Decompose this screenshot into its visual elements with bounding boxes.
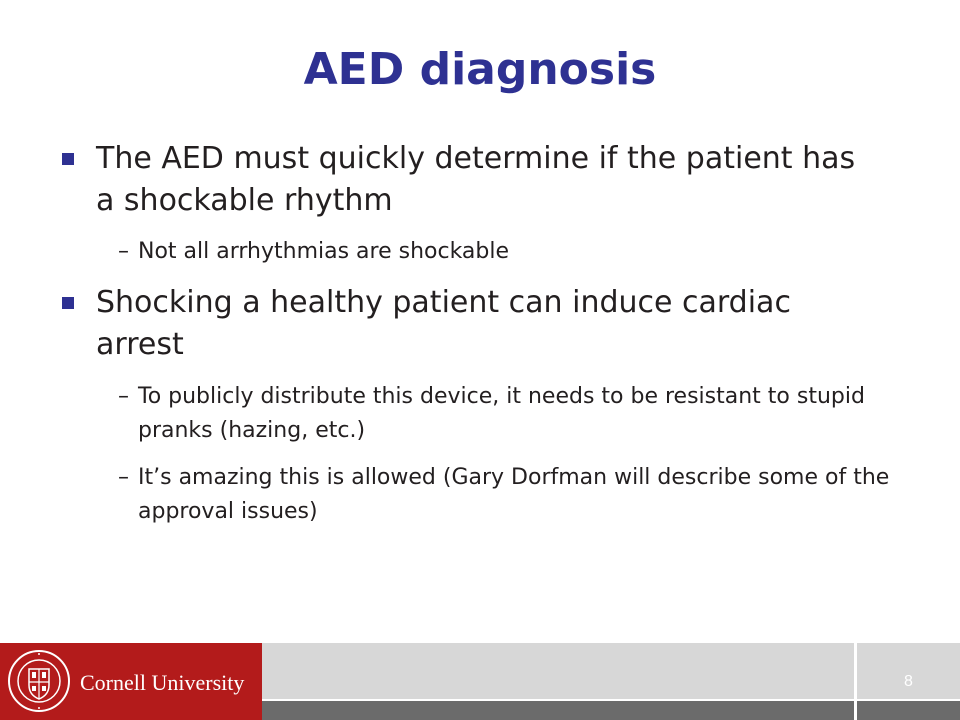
cornell-logo [0,643,262,720]
dash-marker: – [118,239,129,264]
footer [0,643,960,720]
sub-bullet-1-text: Not all arrhythmias are shockable [138,239,510,264]
sub-bullet-3-text: It’s amazing this is allowed (Gary Dorfman will describe some of the approval issues) [138,465,890,524]
footer-bar [262,643,854,699]
cornell-seal-icon [7,649,71,713]
brand-wordmark: Cornell University [80,670,245,695]
page-number: 8 [904,673,913,690]
slide-title: AED diagnosis [303,44,657,95]
square-bullet-icon [62,153,74,165]
dash-marker: – [118,384,129,409]
footer-bar-bottom [262,701,854,720]
square-bullet-icon [62,297,74,309]
page-number-box-bottom [857,701,960,720]
dash-marker: – [118,465,129,490]
bullet-2-text: Shocking a healthy patient can induce cardiac arrest [96,285,791,362]
bullet-1-text: The AED must quickly determine if the patient has a shockable rhythm [96,141,856,218]
sub-bullet-2-text: To publicly distribute this device, it needs to be resistant to stupid pranks (hazing, etc.) [138,384,865,443]
